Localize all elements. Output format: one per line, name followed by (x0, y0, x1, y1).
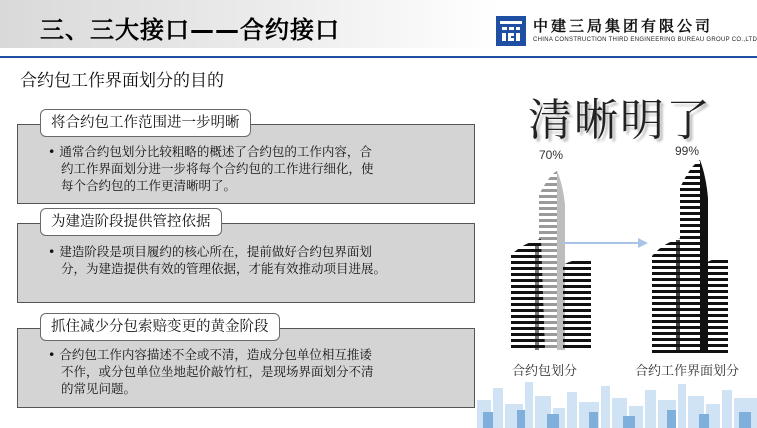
left-caption: 合约包划分 (512, 364, 578, 379)
progress-arrow-icon (560, 236, 650, 250)
left-percent: 70% (539, 148, 564, 162)
left-building-icon (505, 165, 595, 350)
header-divider (0, 56, 757, 58)
company-name: 中建三局集团有限公司 (533, 17, 714, 35)
point-text-line: • 建造阶段是项目履约的核心所在，提前做好合约包界面划 (48, 244, 372, 259)
point-text-1 (48, 143, 374, 194)
point-text-line: 分，为建造提供有效的管理依据，才能有效推动项目进展。 (61, 261, 387, 276)
right-building-icon (650, 158, 730, 353)
cscec-logo-icon (496, 16, 526, 46)
right-percent: 99% (675, 144, 700, 158)
headline-clear: 清晰明了 (528, 95, 712, 146)
point-text-line: 约工作界面划分进一步将每个合约包的工作进行细化，使 (61, 161, 374, 176)
point-text-line: • 合约包工作内容描述不全或不清，造成分包单位相互推诿 (48, 347, 372, 362)
right-caption: 合约工作界面划分 (635, 364, 740, 379)
point-text-line: 每个合约包的工作更清晰明了。 (61, 178, 237, 193)
header (0, 0, 757, 62)
company-name-en: CHINA CONSTRUCTION THIRD ENGINEERING BUREAU GROUP CO.,LTD (533, 37, 757, 43)
point-label-1: 将合约包工作范围进一步明晰 (40, 109, 251, 137)
section-subtitle: 合约包工作界面划分的目的 (20, 71, 224, 91)
point-text-line: 的常见问题。 (61, 381, 137, 396)
point-text-line: • 通常合约包划分比较粗略的概述了合约包的工作内容，合 (48, 144, 372, 159)
point-label-3: 抓住减少分包索赔变更的黄金阶段 (40, 313, 280, 341)
page-title: 三、三大接口——合约接口 (40, 16, 340, 44)
point-text-2 (48, 243, 386, 277)
point-text-3 (48, 346, 374, 397)
point-text-line: 不作，或分包单位坐地起价敲竹杠，是现场界面划分不清 (61, 364, 374, 379)
point-label-2: 为建造阶段提供管控依据 (40, 208, 222, 236)
